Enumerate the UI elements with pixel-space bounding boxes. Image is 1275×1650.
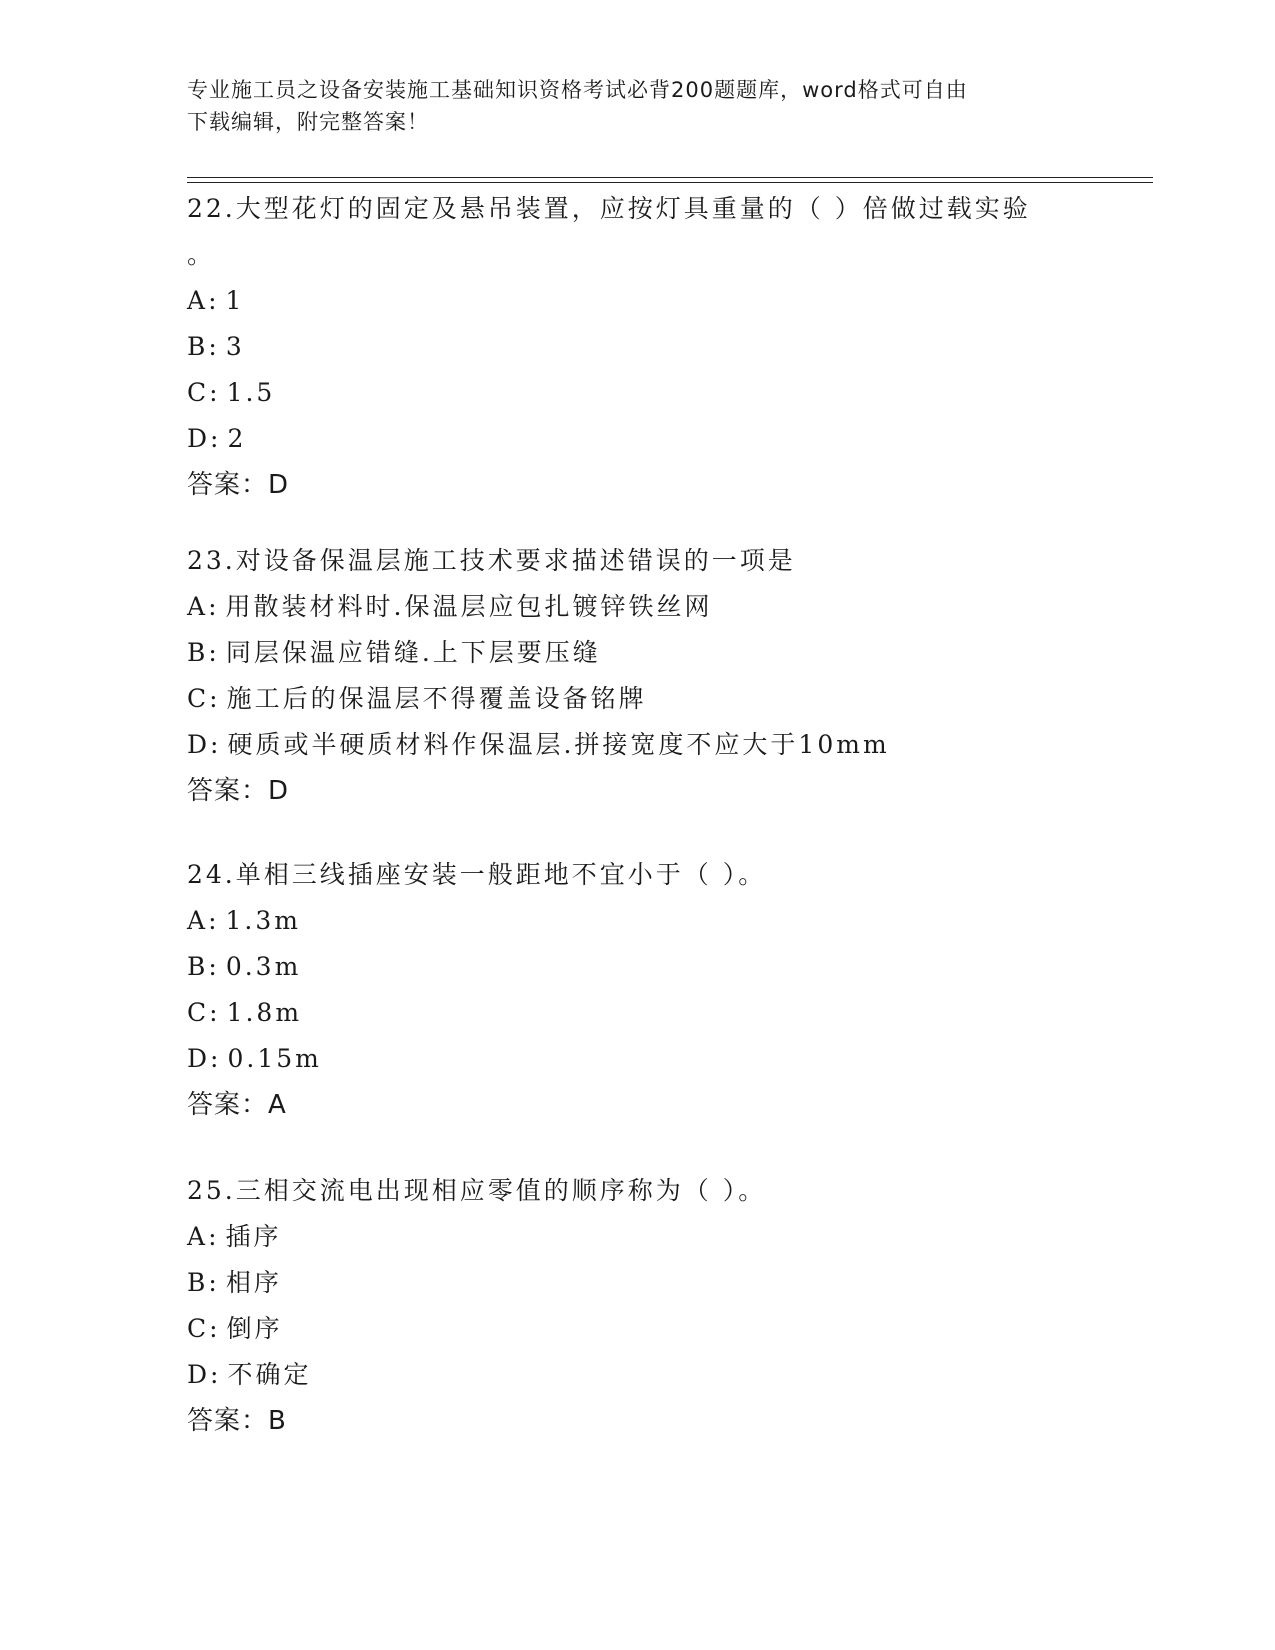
- option-text: 倒序: [226, 1314, 283, 1343]
- option-c: C: 施工后的保温层不得覆盖设备铭牌: [187, 684, 647, 713]
- option-text: 1.3m: [225, 906, 301, 935]
- option-a: A: 用散装材料时.保温层应包扎镀锌铁丝网: [187, 592, 713, 621]
- option-key: B: [187, 332, 209, 361]
- option-key: B: [187, 638, 209, 667]
- option-text: 1.5: [226, 378, 276, 407]
- option-key: D: [187, 424, 211, 453]
- option-text: 插序: [225, 1222, 282, 1251]
- option-text: 3: [225, 332, 245, 361]
- option-a: A: 插序: [187, 1222, 282, 1251]
- question-25: [187, 1168, 1147, 1444]
- option-text: 不确定: [227, 1360, 312, 1389]
- header-divider-bottom: [187, 182, 1153, 183]
- question-stem-continued: 。: [187, 240, 216, 269]
- option-key: D: [187, 1044, 211, 1073]
- option-key: D: [187, 730, 211, 759]
- question-24: [187, 852, 1147, 1128]
- answer-line: 答案：A: [187, 1090, 287, 1120]
- option-a: A: 1: [187, 286, 245, 315]
- option-b: B: 相序: [187, 1268, 282, 1297]
- option-a: A: 1.3m: [187, 906, 301, 935]
- option-key: C: [187, 1314, 210, 1343]
- header-line-2: 下载编辑，附完整答案！: [187, 110, 429, 134]
- option-key: D: [187, 1360, 211, 1389]
- option-b: B: 0.3m: [187, 952, 302, 981]
- option-key: A: [187, 906, 209, 935]
- header-divider-top: [187, 177, 1153, 178]
- option-d: D: 0.15m: [187, 1044, 322, 1073]
- option-text: 0.3m: [225, 952, 302, 981]
- option-text: 1.8m: [226, 998, 303, 1027]
- option-text: 用散装材料时.保温层应包扎镀锌铁丝网: [225, 592, 713, 621]
- option-d: D: 2: [187, 424, 247, 453]
- option-text: 2: [227, 424, 247, 453]
- document-header: [187, 74, 1087, 138]
- option-c: C: 1.5: [187, 378, 276, 407]
- option-key: C: [187, 378, 210, 407]
- option-text: 硬质或半硬质材料作保温层.拼接宽度不应大于10mm: [227, 730, 890, 759]
- option-text: 施工后的保温层不得覆盖设备铭牌: [226, 684, 647, 713]
- answer-line: 答案：D: [187, 470, 290, 500]
- option-key: C: [187, 998, 210, 1027]
- question-22: [187, 186, 1147, 508]
- option-d: D: 不确定: [187, 1360, 312, 1389]
- option-text: 0.15m: [227, 1044, 322, 1073]
- answer-line: 答案：B: [187, 1406, 287, 1436]
- question-stem: 24.单相三线插座安装一般距地不宜小于（ ）。: [187, 860, 767, 889]
- option-key: A: [187, 286, 209, 315]
- answer-line: 答案：D: [187, 776, 290, 806]
- option-c: C: 1.8m: [187, 998, 303, 1027]
- option-c: C: 倒序: [187, 1314, 283, 1343]
- option-key: B: [187, 952, 209, 981]
- option-text: 同层保温应错缝.上下层要压缝: [225, 638, 601, 667]
- option-b: B: 3: [187, 332, 245, 361]
- question-stem: 22.大型花灯的固定及悬吊装置，应按灯具重量的（ ）倍做过载实验: [187, 194, 1031, 223]
- option-key: C: [187, 684, 210, 713]
- option-key: A: [187, 592, 209, 621]
- option-key: B: [187, 1268, 209, 1297]
- option-text: 1: [225, 286, 245, 315]
- question-stem: 25.三相交流电出现相应零值的顺序称为（ ）。: [187, 1176, 767, 1205]
- option-d: D: 硬质或半硬质材料作保温层.拼接宽度不应大于10mm: [187, 730, 890, 759]
- header-line-1: 专业施工员之设备安装施工基础知识资格考试必背200题题库，word格式可自由: [187, 78, 968, 102]
- option-text: 相序: [225, 1268, 282, 1297]
- option-key: A: [187, 1222, 209, 1251]
- question-stem: 23.对设备保温层施工技术要求描述错误的一项是: [187, 546, 796, 575]
- option-b: B: 同层保温应错缝.上下层要压缝: [187, 638, 601, 667]
- question-23: [187, 538, 1147, 814]
